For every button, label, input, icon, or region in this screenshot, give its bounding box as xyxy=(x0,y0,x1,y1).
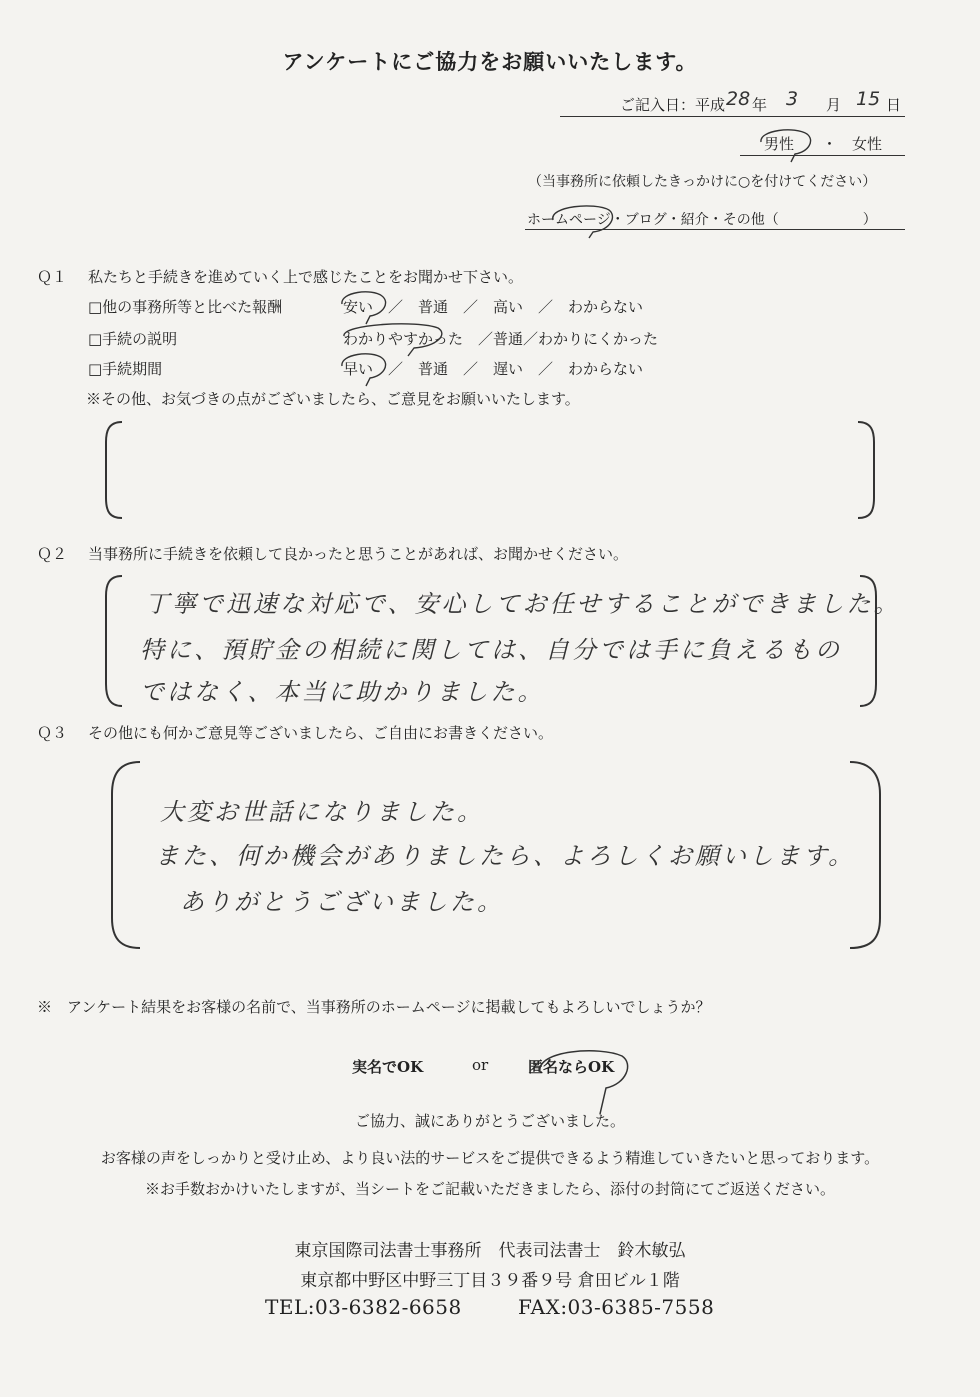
date-day-unit: 日 xyxy=(886,96,902,114)
source-options[interactable]: ホームページ・ブログ・紹介・その他（ ） xyxy=(527,212,877,228)
thanks-line-3: ※お手数おかけいたしますが、当シートをご記載いただきましたら、添付の封筒にてご返送ください。 xyxy=(144,1180,835,1198)
q1-item-fee-options[interactable]: 安い ／ 普通 ／ 高い ／ わからない xyxy=(343,298,644,316)
q1-item-explain-label: □手続の説明 xyxy=(88,330,178,348)
q1-label: Ｑ１ xyxy=(37,268,68,286)
date-month-unit: 月 xyxy=(826,96,842,114)
thanks-line-2: お客様の声をしっかりと受け止め、より良い法的サービスをご提供できるよう精進していきたいと思っております。 xyxy=(100,1149,880,1167)
q1-item-explain-options[interactable]: わかりやすかった ／普通／わかりにくかった xyxy=(343,330,659,348)
q1-item-period-options[interactable]: 早い ／ 普通 ／ 遅い ／ わからない xyxy=(343,360,644,378)
office-tel: TEL:03-6382-6658 xyxy=(265,1295,462,1319)
publish-or: or xyxy=(472,1056,489,1074)
q1-item-period-label: □手続期間 xyxy=(88,360,163,378)
q3-label: Ｑ３ xyxy=(37,724,68,742)
date-row xyxy=(560,88,905,117)
q2-answer-line-2: 特に、預貯金の相続に関しては、自分では手に負えるもの xyxy=(140,636,842,664)
publish-note: ※ アンケート結果をお客様の名前で、当事務所のホームページに掲載してもよろしいでしょうか？ xyxy=(37,998,711,1016)
thanks-line-1: ご協力、誠にありがとうございました。 xyxy=(354,1112,625,1130)
date-day: 15 xyxy=(856,88,881,110)
q1-comment-box[interactable] xyxy=(100,418,890,524)
publish-real-name-option[interactable]: 実名でOK xyxy=(352,1058,424,1076)
q2-answer-line-3: ではなく、本当に助かりました。 xyxy=(140,678,545,706)
page-title: アンケートにご協力をお願いいたします。 xyxy=(282,49,698,74)
period-circle-mark xyxy=(336,348,396,388)
source-note: （当事務所に依頼したきっかけに○を付けてください） xyxy=(528,174,877,190)
office-address: 東京都中野区中野三丁目３９番９号 倉田ビル１階 xyxy=(300,1271,680,1291)
q3-question: その他にも何かご意見等ございましたら、ご自由にお書きください。 xyxy=(88,724,554,742)
q1-question: 私たちと手続きを進めていく上で感じたことをお聞かせ下さい。 xyxy=(88,268,524,286)
date-year: 28 xyxy=(726,88,751,110)
q2-label: Ｑ２ xyxy=(37,545,68,563)
date-year-unit: 年 xyxy=(752,96,768,114)
q2-question: 当事務所に手続きを依頼して良かったと思うことがあれば、お聞かせください。 xyxy=(88,545,629,563)
date-month: 3 xyxy=(786,88,799,110)
date-label: ご記入日：平成 xyxy=(620,96,726,114)
q3-answer-line-2: また、何か機会がありましたら、よろしくお願いします。 xyxy=(155,842,856,870)
q3-answer-line-3: ありがとうございました。 xyxy=(180,888,504,916)
anonymous-circle-mark xyxy=(530,1040,650,1120)
homepage-circle-mark xyxy=(545,198,625,240)
q2-answer-line-1: 丁寧で迅速な対応で、安心してお任せすることができました。 xyxy=(145,590,901,618)
gender-female[interactable]: 女性 xyxy=(852,135,883,153)
gender-separator: ・ xyxy=(822,135,838,153)
gender-male[interactable]: 男性 xyxy=(764,135,795,153)
q3-answer-line-1: 大変お世話になりました。 xyxy=(160,798,484,826)
q1-other-note: ※その他、お気づきの点がございましたら、ご意見をお願いいたします。 xyxy=(86,390,580,408)
publish-anonymous-option[interactable]: 匿名ならOK xyxy=(528,1058,615,1076)
office-fax: FAX:03-6385-7558 xyxy=(518,1295,715,1319)
male-circle-mark xyxy=(755,124,825,164)
office-name: 東京国際司法書士事務所 代表司法書士 鈴木敏弘 xyxy=(294,1241,686,1261)
q1-item-fee-label: □他の事務所等と比べた報酬 xyxy=(88,298,283,316)
